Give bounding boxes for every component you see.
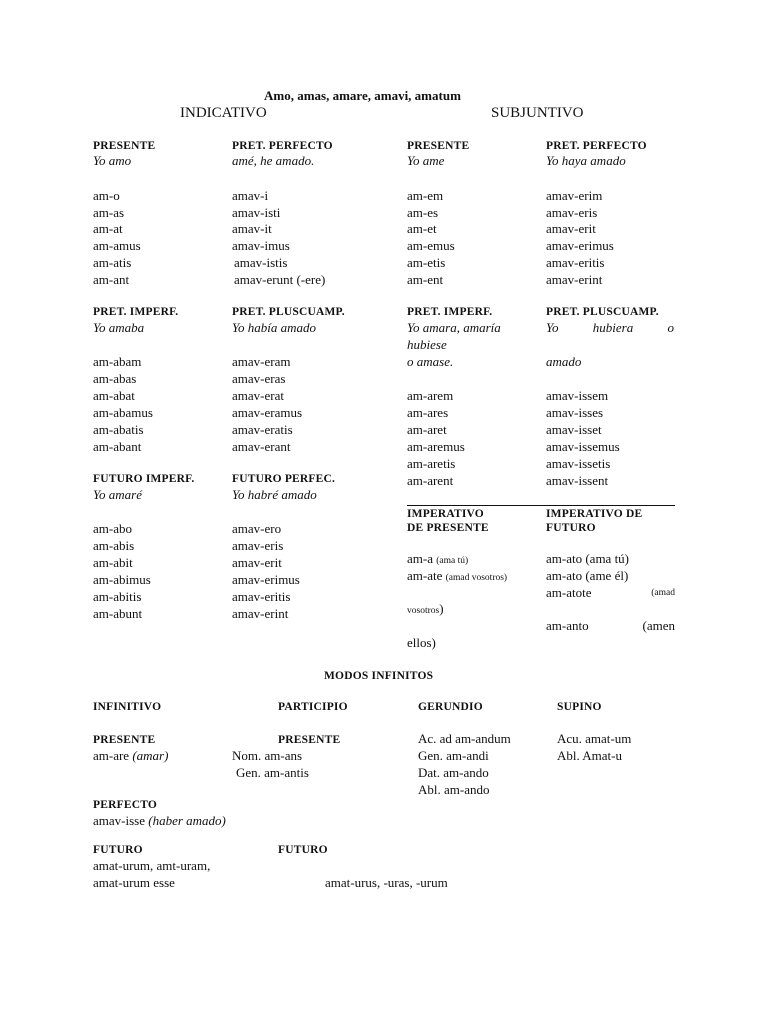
ind-imperf-form: am-abamus (93, 405, 153, 420)
sub-plusc-form: amav-isses (546, 405, 604, 420)
ind-presente-form: am-atis (93, 255, 132, 270)
imp-fut-form: am-ato (ame él) (546, 568, 629, 583)
sub-plusc-gloss-c: o (667, 320, 674, 335)
ind-futperf-form: amav-ero (232, 521, 282, 536)
sub-presente-form: am-et (407, 221, 437, 236)
sub-plusc-form: amav-issemus (546, 439, 620, 454)
sub-presente-form: am-em (407, 188, 444, 203)
ind-futperf-gloss: Yo habré amado (232, 487, 317, 502)
sub-imperf-head: PRET. IMPERF. (407, 306, 493, 318)
inf-perfecto-form: amav-isse (93, 813, 149, 828)
ind-presente-form: am-o (93, 188, 120, 203)
mood-subjuntivo: SUBJUNTIVO (491, 105, 584, 121)
imp-fut-form-text: am-atote (546, 585, 592, 600)
ind-perfecto-form: amav-isti (232, 205, 281, 220)
col-supino: SUPINO (557, 701, 602, 713)
sup-abl: Abl. Amat-u (557, 748, 622, 763)
ind-imperf-form: am-abatis (93, 422, 144, 437)
imp-fut-head: IMPERATIVO DE (546, 508, 643, 520)
inf-futuro-head: FUTURO (93, 844, 143, 856)
sub-perfecto-form: amav-erint (546, 272, 603, 287)
ind-futperf-form: amav-erint (232, 606, 289, 621)
sub-plusc-head: PRET. PLUSCUAMP. (546, 306, 659, 318)
imp-fut-head2: FUTURO (546, 522, 596, 534)
inf-presente (93, 748, 168, 764)
ind-imperf-gloss: Yo amaba (93, 320, 145, 335)
ind-futimp-form: am-abimus (93, 572, 151, 587)
sub-imperf-form: am-aretis (407, 456, 456, 471)
ind-futperf-form: amav-eris (232, 538, 284, 553)
ind-futimp-form: am-abunt (93, 606, 143, 621)
imp-pres-head: IMPERATIVO (407, 508, 484, 520)
inf-futuro-form: amat-urum, amt-uram, (93, 858, 211, 873)
ger-abl: Abl. am-ando (418, 782, 490, 797)
ind-plusc-form: amav-eras (232, 371, 286, 386)
sub-plusc-form: amav-issent (546, 473, 609, 488)
imp-pres-form-text: am-ate (407, 568, 443, 583)
col-participio: PARTICIPIO (278, 701, 348, 713)
sub-imperf-form: am-arem (407, 388, 454, 403)
ind-presente-gloss: Yo amo (93, 153, 132, 168)
sub-imperf-form: am-aret (407, 422, 447, 437)
part-futuro-head: FUTURO (278, 844, 328, 856)
mood-indicativo: INDICATIVO (180, 105, 267, 121)
sub-plusc-form: amav-issetis (546, 456, 611, 471)
imp-fut-form (546, 618, 675, 634)
ger-gen: Gen. am-andi (418, 748, 489, 763)
ind-imperf-form: am-abas (93, 371, 137, 386)
sub-plusc-gloss-a: Yo (546, 320, 559, 335)
ind-futimp-form: am-abit (93, 555, 133, 570)
inf-perfecto (93, 813, 226, 829)
ind-futperf-form: amav-eritis (232, 589, 291, 604)
ind-perfecto-form: amav-erunt (-ere) (234, 272, 326, 287)
ind-perfecto-form: amav-istis (234, 255, 288, 270)
imp-pres-form (407, 551, 468, 569)
imp-pres-head2: DE PRESENTE (407, 522, 489, 534)
ind-presente-form: am-as (93, 205, 125, 220)
ind-futperf-head: FUTURO PERFEC. (232, 473, 336, 485)
sub-imperf-gloss: Yo amara, amaría (407, 320, 501, 335)
col-gerundio: GERUNDIO (418, 701, 483, 713)
ind-futperf-form: amav-erit (232, 555, 282, 570)
ind-plusc-form: amav-eramus (232, 405, 303, 420)
sup-acu: Acu. amat-um (557, 731, 632, 746)
inf-futuro-form: amat-urum esse (93, 875, 175, 890)
imp-fut-note: (amad (651, 588, 675, 598)
ind-presente-head: PRESENTE (93, 140, 156, 152)
sub-perfecto-form: amav-erimus (546, 238, 614, 253)
imp-fut-note-word: vosotros (407, 606, 440, 616)
imp-fut-form: am-ato (ama tú) (546, 551, 630, 566)
ind-plusc-form: amav-erant (232, 439, 291, 454)
sub-imperf-form: am-arent (407, 473, 454, 488)
ind-futimp-form: am-abis (93, 538, 135, 553)
ind-perfecto-form: amav-imus (232, 238, 290, 253)
part-presente-head: PRESENTE (278, 734, 341, 746)
ind-presente-form: am-at (93, 221, 123, 236)
ind-futimp-head: FUTURO IMPERF. (93, 473, 195, 485)
sub-imperf-gloss: o amase. (407, 354, 454, 369)
imp-fut-note-close: ) (439, 601, 444, 616)
infinitos-heading: MODOS INFINITOS (324, 670, 434, 682)
ind-futimp-gloss: Yo amaré (93, 487, 143, 502)
sub-perfecto-form: amav-eris (546, 205, 598, 220)
sub-plusc-gloss2: amado (546, 354, 582, 369)
ind-futimp-form: am-abitis (93, 589, 142, 604)
part-gen: Gen. am-antis (236, 765, 309, 780)
imp-pres-form-text: am-a (407, 551, 433, 566)
sub-imperf-gloss: hubiese (407, 337, 447, 352)
ind-plusc-form: amav-erat (232, 388, 284, 403)
ind-perfecto-form: amav-i (232, 188, 269, 203)
sub-plusc-gloss-b: hubiera (592, 320, 634, 335)
sub-plusc-form: amav-isset (546, 422, 602, 437)
ind-plusc-form: amav-eratis (232, 422, 293, 437)
sub-presente-form: am-emus (407, 238, 455, 253)
ind-imperf-form: am-abam (93, 354, 142, 369)
ind-perfecto-gloss: amé, he amado. (232, 153, 315, 168)
ind-perfecto-form: amav-it (232, 221, 272, 236)
imp-fut-note: (amen (642, 618, 675, 633)
imp-pres-form (407, 568, 507, 586)
ind-futimp-form: am-abo (93, 521, 132, 536)
page-title: Amo, amas, amare, amavi, amatum (264, 88, 461, 103)
part-nom: Nom. am-ans (232, 748, 303, 763)
sub-presente-form: am-ent (407, 272, 444, 287)
ind-imperf-head: PRET. IMPERF. (93, 306, 179, 318)
ind-imperf-form: am-abat (93, 388, 135, 403)
sub-perfecto-form: amav-eritis (546, 255, 605, 270)
imp-pres-note: (amad vosotros) (445, 573, 508, 583)
imp-fut-note-cont (407, 601, 444, 619)
inf-perfecto-head: PERFECTO (93, 799, 158, 811)
sub-presente-head: PRESENTE (407, 140, 470, 152)
ind-presente-form: am-ant (93, 272, 130, 287)
inf-presente-gloss: (amar) (132, 748, 169, 763)
sub-imperf-form: am-ares (407, 405, 449, 420)
col-infinitivo: INFINITIVO (93, 701, 162, 713)
sub-perfecto-gloss: Yo haya amado (546, 153, 626, 168)
sub-imperf-form: am-aremus (407, 439, 465, 454)
sub-presente-form: am-etis (407, 255, 446, 270)
inf-presente-form: am-are (93, 748, 133, 763)
imp-pres-note: (ama tú) (436, 556, 469, 566)
ind-presente-form: am-amus (93, 238, 141, 253)
ind-imperf-form: am-abant (93, 439, 142, 454)
inf-perfecto-gloss: (haber amado) (148, 813, 226, 828)
ind-plusc-form: amav-eram (232, 354, 291, 369)
sub-perfecto-head: PRET. PERFECTO (546, 140, 647, 152)
ger-dat: Dat. am-ando (418, 765, 489, 780)
part-futuro-form: amat-urus, -uras, -urum (325, 875, 448, 890)
sub-plusc-gloss (546, 320, 674, 336)
inf-presente-head: PRESENTE (93, 734, 156, 746)
ind-futperf-form: amav-erimus (232, 572, 300, 587)
sub-perfecto-form: amav-erit (546, 221, 596, 236)
sub-plusc-form: amav-issem (546, 388, 609, 403)
sub-presente-form: am-es (407, 205, 439, 220)
ind-perfecto-head: PRET. PERFECTO (232, 140, 333, 152)
imp-fut-form (546, 585, 675, 601)
imp-fut-form-text: am-anto (546, 618, 589, 633)
ind-plusc-gloss: Yo había amado (232, 320, 317, 335)
ind-plusc-head: PRET. PLUSCUAMP. (232, 306, 345, 318)
sub-presente-gloss: Yo ame (407, 153, 445, 168)
imp-fut-note-cont: ellos) (407, 635, 436, 650)
ger-ac: Ac. ad am-andum (418, 731, 511, 746)
sub-perfecto-form: amav-erim (546, 188, 603, 203)
